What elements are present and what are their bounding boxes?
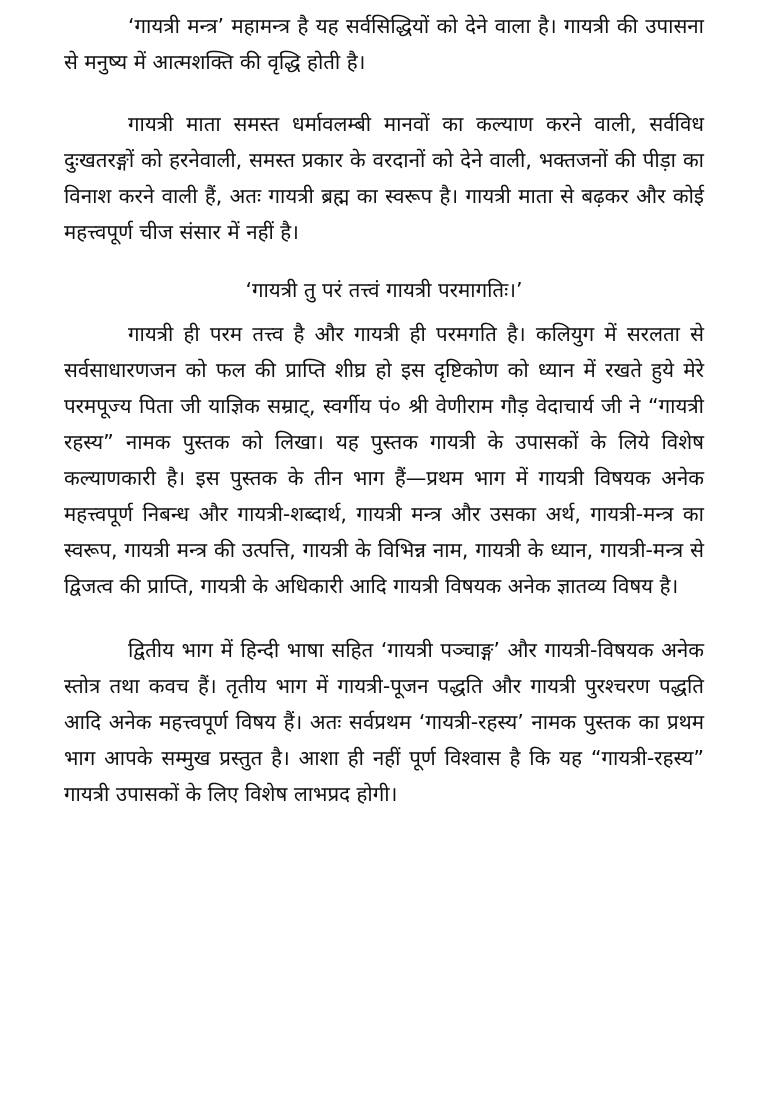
document-page bbox=[64, 8, 704, 812]
paragraph-book-description: गायत्री ही परम तत्त्व है और गायत्री ही परमगति है। कलियुग में सरलता से सर्वसाधारणजन को फल की प्राप्ति शीघ्र हो इस दृष्टिकोण को ध्यान में रखते हुये मेरे परमपूज्य पिता जी याज्ञिक सम्राट्, स्वर्गीय पं० श्री वेणीराम गौड़ वेदाचार्य जी ने “गायत्री रहस्य” नामक पुस्तक को लिखा। यह पुस्तक गायत्री के उपासकों के लिये विशेष कल्याणकारी है। इस पुस्तक के तीन भाग हैं—प्रथम भाग में गायत्री विषयक अनेक महत्त्वपूर्ण निबन्ध और गायत्री-शब्दार्थ, गायत्री मन्त्र और उसका अर्थ, गायत्री-मन्त्र का स्वरूप, गायत्री मन्त्र की उत्पत्ति, गायत्री के विभिन्न नाम, गायत्री के ध्यान, गायत्री-मन्त्र से द्विजत्व की प्राप्ति, गायत्री के अधिकारी आदि गायत्री विषयक अनेक ज्ञातव्य विषय है। bbox=[64, 322, 704, 598]
paragraph-gayatri-mata: गायत्री माता समस्त धर्मावलम्बी मानवों का कल्याण करने वाली, सर्वविध दुःखतरङ्गों को हरनेवाली, समस्त प्रकार के वरदानों को देने वाली, भक्तजनों की पीड़ा का विनाश करने वाली हैं, अतः गायत्री ब्रह्म का स्वरूप है। गायत्री माता से बढ़कर और कोई महत्त्वपूर्ण चीज संसार में नहीं है। bbox=[64, 112, 704, 244]
paragraph-intro: ‘गायत्री मन्त्र’ महामन्त्र है यह सर्वसिद्धियों को देने वाला है। गायत्री की उपासना से मनुष्य में आत्मशक्ति की वृद्धि होती है। bbox=[64, 14, 704, 74]
paragraph-book-parts: द्वितीय भाग में हिन्दी भाषा सहित ‘गायत्री पञ्चाङ्ग’ और गायत्री-विषयक अनेक स्तोत्र तथा कवच हैं। तृतीय भाग में गायत्री-पूजन पद्धति और गायत्री पुरश्चरण पद्धति आदि अनेक महत्त्वपूर्ण विषय हैं। अतः सर्वप्रथम ‘गायत्री-रहस्य’ नामक पुस्तक का प्रथम भाग आपके सम्मुख प्रस्तुत है। आशा ही नहीं पूर्ण विश्वास है कि यह “गायत्री-रहस्य” गायत्री उपासकों के लिए विशेष लाभप्रद होगी। bbox=[64, 638, 704, 806]
sanskrit-quote: ‘गायत्री तु परं तत्त्वं गायत्री परमागतिः।’ bbox=[245, 278, 523, 302]
